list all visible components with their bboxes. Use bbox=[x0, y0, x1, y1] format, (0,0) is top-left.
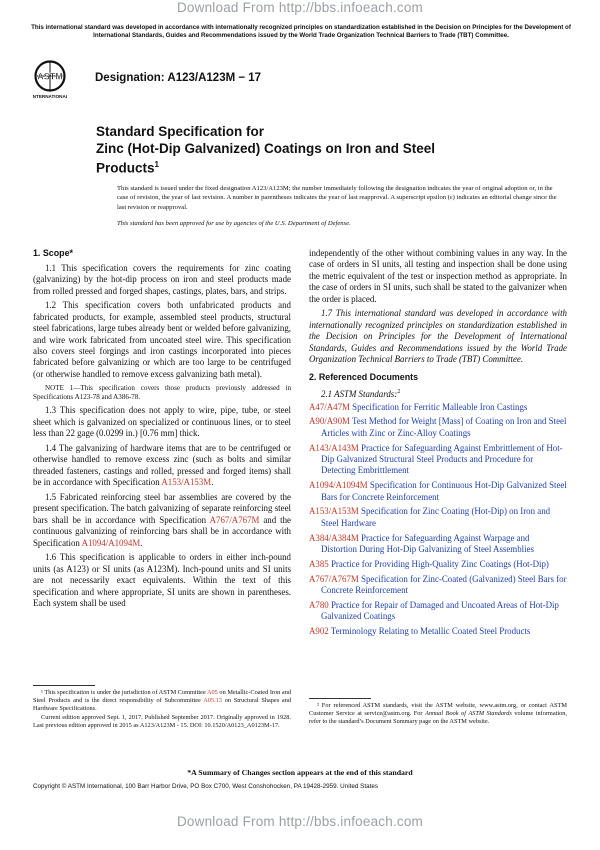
reference-title[interactable]: Practice for Safeguarding Against Warpage and Distortion During Hot-Dip Galvanizing of Steel Assemblies bbox=[321, 532, 534, 555]
footnote-rule-left bbox=[33, 685, 95, 686]
page-title bbox=[96, 124, 516, 177]
link-a1094[interactable]: A1094/A1094M bbox=[81, 537, 141, 548]
para-1-1: 1.1 This specification covers the requirements for zinc coating (galvanizing) by the hot-dip process on iron and steel products made from rolled pressed and forged shapes, castings, plates, bars, and strips. bbox=[33, 262, 291, 296]
para-1-5: 1.5 Fabricated reinforcing steel bar assemblies are covered by the present specification. The batch galvanizing of separate reinforcing steel bars shall be in accordance with Specification A767/A767M and the continuous galvanizing of reinforcing bars shall be in accordance with Specification A1094/A1094M. bbox=[33, 492, 291, 548]
reference-list bbox=[309, 402, 567, 638]
reference-code[interactable]: A47/A47M bbox=[309, 401, 350, 412]
reference-code[interactable]: A143/A143M bbox=[309, 442, 359, 453]
left-column bbox=[33, 248, 291, 613]
para-1-6: 1.6 This specification is applicable to orders in either inch-pound units (as A123) or SI units (as A123M). Inch-pound units and SI units are not necessarily exact equivalents. Within the text of this specification and where appropriate, SI units are shown in parentheses. Each system shall be used bbox=[33, 552, 291, 609]
link-a05[interactable]: A05 bbox=[206, 689, 218, 696]
para-1-3: 1.3 This specification does not apply to wire, pipe, tube, or steel sheet which is galvanized on specialized or continuous lines, or to steel less than 22 gage (0.0299 in.) [0.76 mm] thick. bbox=[33, 405, 291, 439]
link-a767[interactable]: A767/A767M bbox=[209, 514, 260, 525]
reference-item[interactable] bbox=[309, 480, 567, 503]
footnote-1: ¹ This specification is under the jurisdiction of ASTM Committee A05 on Metallic-Coated Iron and Steel Products and is the direct responsibility of Subcommittee A05.13 on Structural Shapes and Hardware Specifications. Current edition approved Sept. 1, 2017. Published September 2017. Originally approved in 1928. Last previous edition approved in 2015 as A123/A123M - 15. DOI: 10.1520/A0123_A0123M-17. bbox=[33, 689, 291, 730]
reference-item[interactable] bbox=[309, 559, 567, 570]
reference-code[interactable]: A1094/A1094M bbox=[309, 480, 368, 491]
reference-item[interactable] bbox=[309, 533, 567, 556]
reference-title[interactable]: Practice for Safeguarding Against Embrittlement of Hot-Dip Galvanized Structural Steel Products and Procedure for Detecting Embrittlement bbox=[321, 442, 563, 476]
reference-item[interactable] bbox=[309, 416, 567, 439]
para-1-4: 1.4 The galvanizing of hardware items that are to be centrifuged or otherwise handled to remove excess zinc (such as bolts and similar threaded fasteners, castings and rolled, pressed and forged items) shall be in accordance with Specification A153/A153M. bbox=[33, 443, 291, 488]
watermark-top: Download From http://bbs.infoeach.com bbox=[176, 0, 424, 15]
scope-heading: 1. Scope* bbox=[33, 248, 73, 258]
copyright: Copyright © ASTM International, 100 Barr Harbor Drive, PO Box C700, West Conshohocken, PA 19428-2959. United States bbox=[33, 783, 378, 790]
para-1-7: 1.7 This international standard was developed in accordance with internationally recognized principles on standardization established in the Decision on Principles for the Development of International Standards, Guides and Recommendations issued by the World Trade Organization Technical Barriers to Trade (TBT) Committee. bbox=[309, 308, 567, 365]
reference-code[interactable]: A385 bbox=[309, 558, 329, 569]
title-line-2: Zinc (Hot-Dip Galvanized) Coatings on Iron and Steel bbox=[96, 140, 436, 156]
reference-title[interactable]: Test Method for Weight [Mass] of Coating on Iron and Steel Articles with Zinc or Zinc-Alloy Coatings bbox=[321, 416, 567, 438]
reference-title[interactable]: Specification for Ferritic Malleable Iron Castings bbox=[349, 401, 528, 412]
reference-title[interactable]: Specification for Continuous Hot-Dip Galvanized Steel Bars for Concrete Reinforcement bbox=[321, 480, 567, 502]
watermark-bottom: Download From http://bbs.infoeach.com bbox=[176, 814, 424, 829]
approval-statement: This standard has been approved for use by agencies of the U.S. Department of Defense. bbox=[117, 220, 351, 227]
refs-heading: 2. Referenced Documents bbox=[309, 372, 419, 383]
reference-item[interactable] bbox=[309, 402, 567, 413]
reference-title[interactable]: Practice for Repair of Damaged and Uncoated Areas of Hot-Dip Galvanized Coatings bbox=[321, 599, 559, 622]
right-column bbox=[309, 248, 567, 641]
designation: Designation: A123/A123M − 17 bbox=[95, 72, 262, 84]
svg-text:INTERNATIONAL: INTERNATIONAL bbox=[33, 94, 67, 99]
reference-code[interactable]: A902 bbox=[309, 626, 329, 637]
reference-item[interactable] bbox=[309, 626, 567, 637]
para-1-2: 1.2 This specification covers both unfabricated products and fabricated products, for example, assembled steel products, structural steel fabrications, large tubes already bent or welded before galvanizing, and wire work fabricated from uncoated steel wire. This specification also covers steel forgings and iron castings incorporated into pieces fabricated before galvanizing or which are too large to be centrifuged (or otherwise handled to remove excess galvanizing bath metal). bbox=[33, 300, 291, 379]
title-line-1: Standard Specification for bbox=[96, 124, 265, 139]
title-line-3: Products bbox=[96, 160, 155, 176]
link-a153[interactable]: A153/A153M bbox=[161, 477, 212, 488]
title-footnote-mark: 1 bbox=[154, 160, 159, 169]
para-1-6-cont: independently of the other without combining values in any way. In the case of orders in SI units, all testing and inspection shall be done using the metric equivalent of the test or inspection method as appropriate. In the case of orders in SI units, such shall be stated to the galvanizer when the order is placed. bbox=[309, 248, 567, 304]
footnote-1-edition: Current edition approved Sept. 1, 2017. Published September 2017. Originally approved in 1928. Last previous edition approved in 2015 as A123/A123M - 15. DOI: 10.1520/A0123_A0123M-17. bbox=[33, 714, 291, 730]
reference-code[interactable]: A384/A384M bbox=[309, 532, 359, 543]
reference-title[interactable]: Specification for Zinc Coating (Hot-Dip) on Iron and Steel Hardware bbox=[321, 506, 551, 528]
footnote-rule-right bbox=[309, 698, 371, 699]
link-a05-13[interactable]: A05.13 bbox=[203, 697, 222, 705]
reference-code[interactable]: A90/A90M bbox=[309, 416, 350, 427]
reference-code[interactable]: A780 bbox=[309, 599, 329, 610]
issued-statement: This standard is issued under the fixed designation A123/A123M; the number immediately following the designation indicates the year of original adoption or, in the case of revision, the year of last revision. A number in parentheses indicates the year of last reapproval. A superscript epsilon (ε) indicates an editorial change since the last revision or reapproval. bbox=[117, 185, 557, 211]
reference-item[interactable] bbox=[309, 600, 567, 623]
note-1: NOTE 1—This specification covers those products previously addressed in Specifications A123-78 and A386-78. bbox=[33, 383, 291, 401]
footnote-2: ² For referenced ASTM standards, visit the ASTM website, www.astm.org, or contact ASTM Customer Service at service@astm.org. For Annual Book of ASTM Standards volume information, refer to the standard’s Document Summary page on the ASTM website. bbox=[309, 702, 567, 726]
reference-item[interactable] bbox=[309, 506, 567, 529]
svg-text:ASTM: ASTM bbox=[37, 71, 63, 82]
para-2-1: 2.1 ASTM Standards:$^2$ bbox=[321, 389, 401, 400]
summary-of-changes-note: *A Summary of Changes section appears at the end of this standard bbox=[187, 768, 413, 777]
reference-item[interactable] bbox=[309, 443, 567, 477]
reference-title[interactable]: Practice for Providing High-Quality Zinc Coatings (Hot-Dip) bbox=[328, 558, 549, 569]
astm-logo-icon bbox=[33, 60, 67, 100]
reference-title[interactable]: Terminology Relating to Metallic Coated Steel Products bbox=[328, 626, 531, 637]
tbt-notice: This international standard was developed in accordance with internationally recognized principles on standardization established in the Decision on Principles for the Development of International Standards, Guides and Recommendations issued by the World Trade Organization Technical Barriers to Trade (TBT) Committee. bbox=[31, 24, 571, 39]
reference-code[interactable]: A153/A153M bbox=[309, 506, 359, 517]
reference-code[interactable]: A767/A767M bbox=[309, 573, 359, 584]
reference-title[interactable]: Specification for Zinc-Coated (Galvanized) Steel Bars for Concrete Reinforcement bbox=[321, 573, 567, 596]
reference-item[interactable] bbox=[309, 574, 567, 597]
